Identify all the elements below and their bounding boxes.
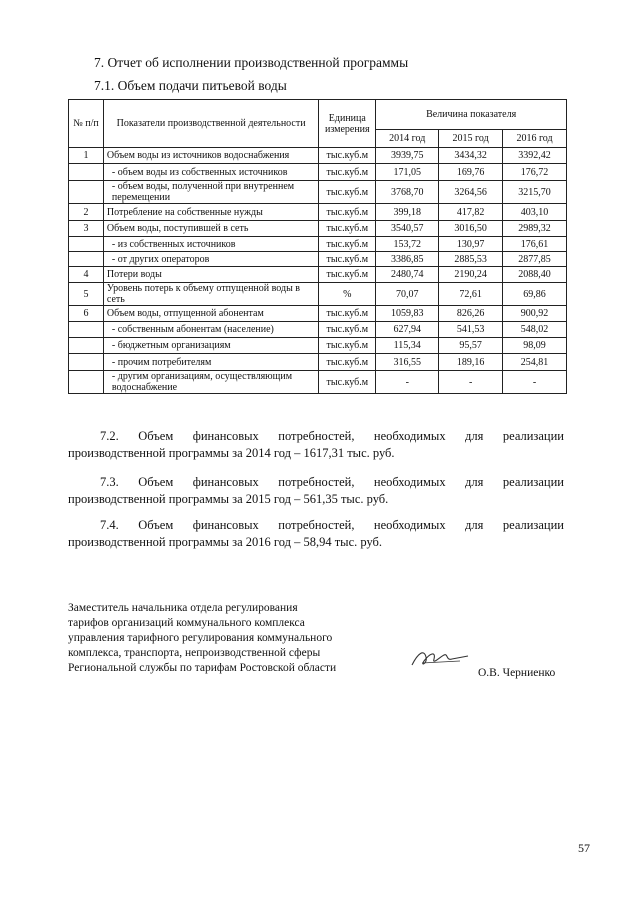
header-year: 2016 год (503, 130, 567, 148)
value-2015: 2885,53 (439, 252, 503, 267)
unit-cell: тыс.куб.м (319, 267, 376, 283)
table-row (69, 338, 567, 354)
value-2016: 69,86 (503, 283, 567, 306)
value-2014: 3768,70 (376, 181, 439, 204)
value-2015: 541,53 (439, 322, 503, 338)
value-2015: 169,76 (439, 164, 503, 181)
indicator-name: - прочим потребителям (103, 354, 318, 371)
indicator-name: Потери воды (103, 267, 318, 283)
value-2015: 826,26 (439, 306, 503, 322)
value-2014: 1059,83 (376, 306, 439, 322)
paragraph-line: 7.4. Объем финансовых потребностей, необходимых для реализации (100, 518, 564, 532)
value-2015: 417,82 (439, 204, 503, 221)
value-2016: 98,09 (503, 338, 567, 354)
value-2016: 548,02 (503, 322, 567, 338)
row-number (69, 181, 104, 204)
indicator-name: Уровень потерь к объему отпущенной воды в сеть (103, 283, 318, 306)
row-number (69, 371, 104, 394)
value-2015: 2190,24 (439, 267, 503, 283)
indicator-name: - объем воды из собственных источников (103, 164, 318, 181)
signatory-line: Заместитель начальника отдела регулирования (68, 602, 298, 614)
signatory-line: управления тарифного регулирования коммунального (68, 632, 333, 644)
indicator-name: - от других операторов (103, 252, 318, 267)
table-row (69, 237, 567, 252)
row-number (69, 164, 104, 181)
header-value: Величина показателя (376, 100, 567, 130)
table-row (69, 252, 567, 267)
row-number: 2 (69, 204, 104, 221)
table-row (69, 148, 567, 164)
signatory-line: тарифов организаций коммунального комплекса (68, 617, 305, 629)
indicator-name: - бюджетным организациям (103, 338, 318, 354)
row-number (69, 322, 104, 338)
header-unit: Единица измерения (319, 100, 376, 148)
value-2015: 3264,56 (439, 181, 503, 204)
row-number (69, 252, 104, 267)
value-2014: 153,72 (376, 237, 439, 252)
value-2016: 2989,32 (503, 221, 567, 237)
value-2015: 3434,32 (439, 148, 503, 164)
handwritten-signature (410, 643, 470, 673)
value-2014: 2480,74 (376, 267, 439, 283)
row-number (69, 354, 104, 371)
section-title: 7. Отчет об исполнении производственной программы (94, 55, 409, 70)
indicator-name: Объем воды, отпущенной абонентам (103, 306, 318, 322)
row-number: 6 (69, 306, 104, 322)
paragraph-line: производственной программы за 2014 год – 1617,31 тыс. руб. (68, 446, 395, 460)
unit-cell: тыс.куб.м (319, 237, 376, 252)
value-2014: 316,55 (376, 354, 439, 371)
table-row (69, 221, 567, 237)
value-2016: 403,10 (503, 204, 567, 221)
header-year: 2014 год (376, 130, 439, 148)
value-2014: 627,94 (376, 322, 439, 338)
paragraph-7-4 (68, 517, 564, 551)
value-2015: 95,57 (439, 338, 503, 354)
indicator-name: Объем воды из источников водоснабжения (103, 148, 318, 164)
value-2016: 176,61 (503, 237, 567, 252)
unit-cell: тыс.куб.м (319, 371, 376, 394)
subsection-title: 7.1. Объем подачи питьевой воды (94, 78, 287, 93)
row-number: 4 (69, 267, 104, 283)
indicator-name: Потребление на собственные нужды (103, 204, 318, 221)
page-number: 57 (578, 841, 590, 855)
unit-cell: тыс.куб.м (319, 148, 376, 164)
unit-cell: тыс.куб.м (319, 252, 376, 267)
value-2015: 189,16 (439, 354, 503, 371)
value-2016: 2088,40 (503, 267, 567, 283)
value-2015: 3016,50 (439, 221, 503, 237)
signatory-line: комплекса, транспорта, непроизводственной сферы (68, 647, 321, 659)
indicator-name: - другим организациям, осуществляющим водоснабжение (103, 371, 318, 394)
value-2015: 72,61 (439, 283, 503, 306)
value-2016: 254,81 (503, 354, 567, 371)
row-number: 1 (69, 148, 104, 164)
unit-cell: тыс.куб.м (319, 338, 376, 354)
paragraph-line: производственной программы за 2015 год – 561,35 тыс. руб. (68, 492, 389, 506)
indicator-name: - из собственных источников (103, 237, 318, 252)
value-2015: - (439, 371, 503, 394)
value-2016: - (503, 371, 567, 394)
value-2014: 70,07 (376, 283, 439, 306)
table-row (69, 204, 567, 221)
unit-cell: тыс.куб.м (319, 164, 376, 181)
header-indicator: Показатели производственной деятельности (103, 100, 318, 148)
paragraph-7-3 (68, 474, 564, 508)
unit-cell: тыс.куб.м (319, 221, 376, 237)
value-2016: 900,92 (503, 306, 567, 322)
value-2015: 130,97 (439, 237, 503, 252)
value-2014: 3540,57 (376, 221, 439, 237)
row-number: 5 (69, 283, 104, 306)
table-row (69, 322, 567, 338)
row-number (69, 237, 104, 252)
paragraph-line: 7.2. Объем финансовых потребностей, необходимых для реализации (100, 429, 564, 443)
value-2016: 2877,85 (503, 252, 567, 267)
value-2014: 171,05 (376, 164, 439, 181)
table-row (69, 371, 567, 394)
indicator-name: Объем воды, поступившей в сеть (103, 221, 318, 237)
table-row (69, 164, 567, 181)
signatory-name: О.В. Черниенко (478, 667, 556, 679)
paragraph-line: производственной программы за 2016 год – 58,94 тыс. руб. (68, 535, 383, 549)
unit-cell: тыс.куб.м (319, 306, 376, 322)
table-row (69, 306, 567, 322)
value-2016: 3392,42 (503, 148, 567, 164)
water-supply-table (68, 99, 567, 394)
value-2014: 399,18 (376, 204, 439, 221)
value-2014: 3939,75 (376, 148, 439, 164)
unit-cell: тыс.куб.м (319, 181, 376, 204)
row-number (69, 338, 104, 354)
table-row (69, 267, 567, 283)
table-row (69, 181, 567, 204)
value-2014: 115,34 (376, 338, 439, 354)
value-2014: 3386,85 (376, 252, 439, 267)
paragraph-7-2 (68, 428, 564, 462)
paragraph-line: 7.3. Объем финансовых потребностей, необходимых для реализации (100, 475, 564, 489)
unit-cell: тыс.куб.м (319, 322, 376, 338)
unit-cell: тыс.куб.м (319, 204, 376, 221)
signatory-line: Региональной службы по тарифам Ростовской области (68, 662, 337, 674)
value-2014: - (376, 371, 439, 394)
unit-cell: % (319, 283, 376, 306)
indicator-name: - собственным абонентам (население) (103, 322, 318, 338)
indicator-name: - объем воды, полученной при внутреннем перемещении (103, 181, 318, 204)
header-num: № п/п (69, 100, 104, 148)
value-2016: 3215,70 (503, 181, 567, 204)
header-year: 2015 год (439, 130, 503, 148)
table-row (69, 283, 567, 306)
row-number: 3 (69, 221, 104, 237)
signatory-title (68, 601, 388, 676)
unit-cell: тыс.куб.м (319, 354, 376, 371)
table-row (69, 354, 567, 371)
value-2016: 176,72 (503, 164, 567, 181)
